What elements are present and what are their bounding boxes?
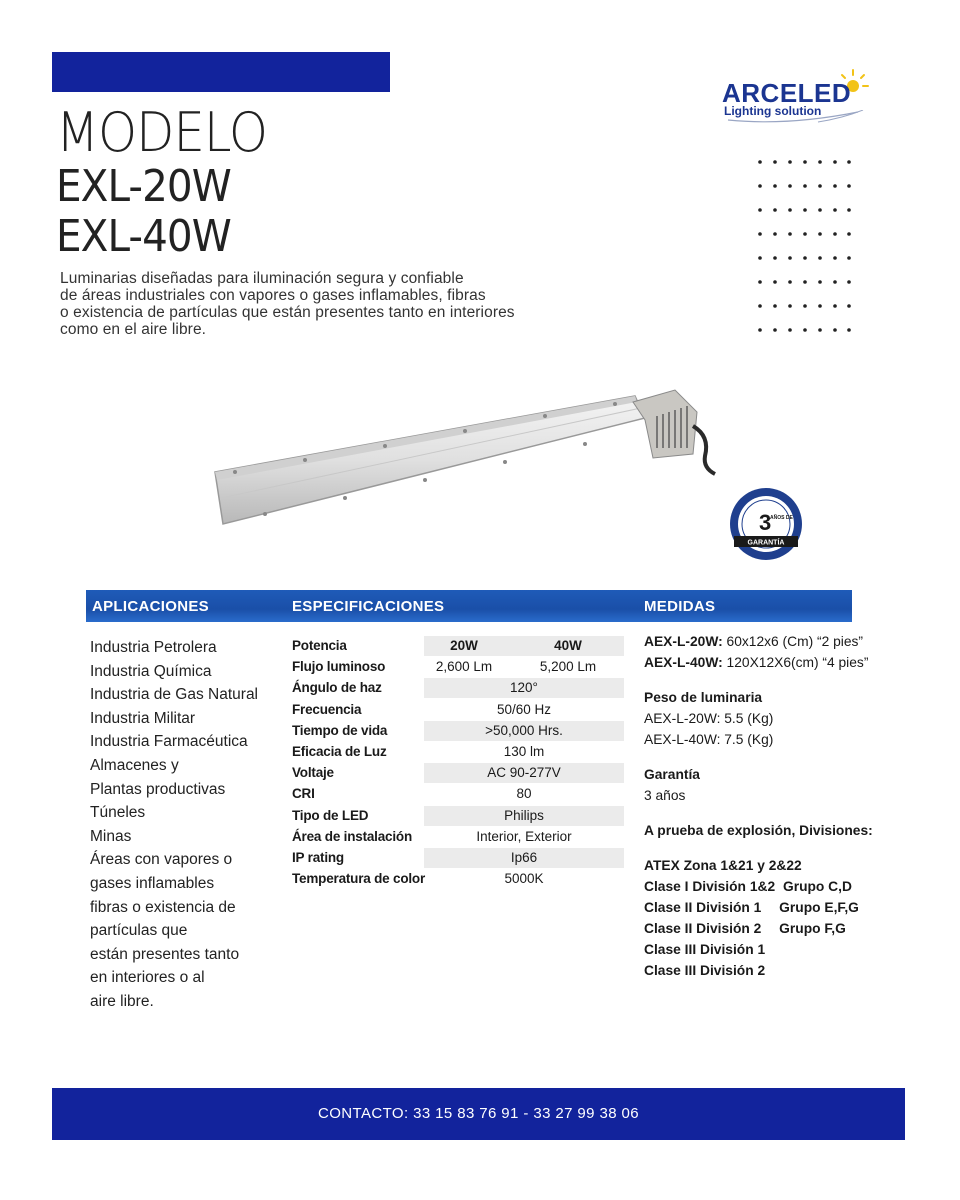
spec-row: [292, 700, 626, 721]
spec-value: 5000K: [504, 871, 544, 887]
badge-number: 3: [759, 510, 772, 535]
brand-name: ARCELED: [722, 78, 852, 108]
division-name: Clase II División 1: [644, 900, 762, 915]
warranty-value: 3 años: [644, 788, 686, 803]
application-item: Industria de Gas Natural: [90, 686, 259, 704]
spec-row-flux: [292, 657, 626, 678]
division-name: Clase III División 1: [644, 942, 766, 957]
spec-row: [292, 742, 626, 763]
application-item: partículas que: [90, 922, 188, 940]
warranty-title: Garantía: [644, 767, 700, 782]
spec-label: CRI: [292, 786, 315, 802]
spec-value-20w: 2,600 Lm: [435, 659, 493, 675]
spec-row: [292, 763, 626, 784]
spec-value: Ip66: [510, 849, 538, 865]
division-group: Grupo E,F,G: [779, 900, 859, 915]
division-row: [644, 921, 873, 942]
application-item: en interiores o al: [90, 969, 205, 987]
spec-value: Interior, Exterior: [476, 828, 572, 844]
application-item: Industria Militar: [90, 709, 196, 727]
contact-text: CONTACTO: 33 15 83 76 91 - 33 27 99 38 06: [317, 1105, 640, 1122]
measure-value: 60x12x6 (Cm) “2 pies”: [726, 634, 864, 649]
spec-row: [292, 848, 626, 869]
division-name: Clase III División 2: [644, 963, 766, 978]
brand-tagline: Lighting solution: [724, 104, 822, 118]
measure-40w: [644, 655, 873, 676]
badge-label: GARANTÍA: [747, 539, 785, 547]
top-accent-bar: [52, 52, 390, 92]
spec-value-20w: 20W: [450, 638, 478, 653]
division-group: Grupo C,D: [782, 879, 852, 894]
spec-label: Temperatura de color: [292, 871, 426, 887]
spec-value: 130 lm: [503, 743, 545, 759]
spec-value: 120°: [510, 680, 538, 696]
division-row: [644, 900, 873, 921]
atex-zone: ATEX Zona 1&21 y 2&22: [644, 858, 802, 873]
spec-label: Ángulo de haz: [292, 680, 382, 696]
specifications-header: ESPECIFICACIONES: [292, 598, 445, 615]
application-item: gases inflamables: [90, 874, 215, 892]
spec-row: [292, 827, 626, 848]
weight-title: Peso de luminaria: [644, 690, 763, 705]
spec-label: Potencia: [292, 638, 347, 653]
title-line-3: EXL-40W: [56, 211, 231, 262]
specifications-table: [292, 636, 626, 890]
application-item: Túneles: [90, 804, 146, 822]
spec-row: [292, 678, 626, 699]
hand-swoosh-icon: [718, 110, 868, 126]
spec-label: Tipo de LED: [292, 807, 369, 823]
spec-value: 80: [516, 786, 532, 802]
spec-value: 50/60 Hz: [496, 701, 552, 717]
spec-value: AC 90-277V: [487, 765, 561, 781]
spec-label: Flujo luminoso: [292, 659, 386, 675]
model-title: [56, 101, 285, 262]
spec-value-40w: 40W: [554, 638, 582, 653]
weight-20w: AEX-L-20W: 5.5 (Kg): [644, 711, 774, 726]
title-line-1: MODELO: [56, 101, 268, 164]
application-item: Minas: [90, 827, 132, 845]
spec-value: >50,000 Hrs.: [485, 722, 563, 738]
application-item: Áreas con vapores o: [90, 851, 233, 869]
application-item: Plantas productivas: [90, 780, 226, 798]
measure-label: AEX-L-20W:: [644, 634, 723, 649]
warranty-badge: [728, 486, 804, 562]
application-item: fibras o existencia de: [90, 898, 236, 916]
spec-label: Eficacia de Luz: [292, 743, 387, 759]
luminaire-image: [205, 376, 725, 536]
application-item: aire libre.: [90, 992, 154, 1010]
contact-footer: [52, 1088, 905, 1140]
division-row: [644, 963, 873, 984]
measures-header: MEDIDAS: [644, 598, 716, 615]
application-item: Industria Química: [90, 662, 212, 680]
spec-row: [292, 806, 626, 827]
spec-label: Voltaje: [292, 765, 334, 781]
spec-label: IP rating: [292, 849, 344, 865]
weight-40w: AEX-L-40W: 7.5 (Kg): [644, 732, 774, 747]
division-group: Grupo F,G: [779, 921, 846, 936]
spec-label: Tiempo de vida: [292, 722, 388, 738]
division-row: [644, 879, 873, 900]
description-line: Luminarias diseñadas para iluminación segura y confiable: [60, 270, 464, 287]
badge-unit: AÑOS DE: [770, 515, 793, 521]
arceled-logo: [718, 66, 868, 126]
spec-label: Área de instalación: [292, 828, 412, 844]
application-item: Almacenes y: [90, 756, 179, 774]
description-line: de áreas industriales con vapores o gases inflamables, fibras: [60, 287, 486, 304]
application-item: están presentes tanto: [90, 945, 240, 963]
division-name: Clase II División 2: [644, 921, 762, 936]
spec-label: Frecuencia: [292, 701, 362, 717]
spec-value-40w: 5,200 Lm: [539, 659, 597, 675]
explosion-title: A prueba de explosión, Divisiones:: [644, 823, 873, 838]
measures-column: [644, 634, 873, 984]
spec-value: Philips: [504, 807, 544, 823]
description-line: como en el aire libre.: [60, 321, 207, 338]
spec-row-power: [292, 636, 626, 657]
spec-row: [292, 869, 626, 890]
spec-row: [292, 784, 626, 805]
division-name: Clase I División 1&2: [644, 879, 776, 894]
application-item: Industria Petrolera: [90, 639, 217, 656]
measure-20w: [644, 634, 873, 655]
applications-header: APLICACIONES: [92, 598, 209, 615]
division-row: [644, 942, 873, 963]
measure-label: AEX-L-40W:: [644, 655, 723, 670]
dot-grid-decoration: [758, 160, 858, 340]
applications-list: [90, 636, 258, 1014]
product-description: [60, 270, 620, 338]
spec-row: [292, 721, 626, 742]
application-item: Industria Farmacéutica: [90, 733, 248, 751]
measure-value: 120X12X6(cm) “4 pies”: [726, 655, 869, 670]
description-line: o existencia de partículas que están presentes tanto en interiores: [60, 304, 515, 321]
title-line-2: EXL-20W: [56, 161, 231, 212]
